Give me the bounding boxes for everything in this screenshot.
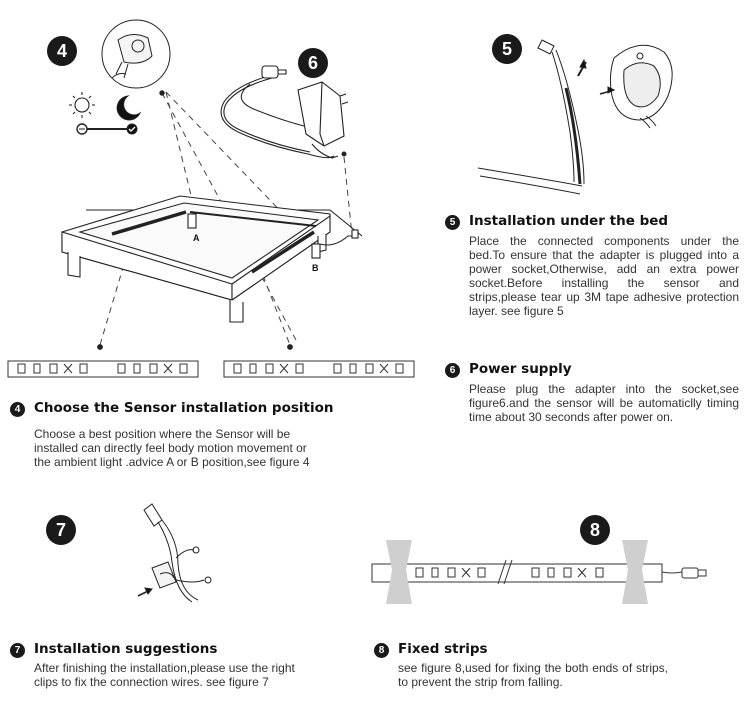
section-number-badge: 4 bbox=[10, 402, 25, 417]
position-label-a: A bbox=[193, 233, 200, 243]
section-number-badge: 6 bbox=[445, 363, 460, 378]
section-title: Installation suggestions bbox=[34, 641, 218, 657]
section-title: Installation under the bed bbox=[469, 213, 669, 229]
section-title: Choose the Sensor installation position bbox=[34, 400, 334, 416]
section-title: Fixed strips bbox=[398, 641, 488, 657]
figure-number-badge: 8 bbox=[580, 515, 610, 545]
position-label-b: B bbox=[312, 263, 319, 273]
figure-number-badge: 7 bbox=[46, 515, 76, 545]
section-text: Place the connected components under the bed.To ensure that the adapter is plugged into a power socket,Otherwise, add an extra power socket.Before installing the sensor and strips,please tear up 3M tape adhesive protection layer. see figure 5 bbox=[469, 234, 739, 318]
section-number-badge: 5 bbox=[445, 215, 460, 230]
section-number-badge: 7 bbox=[10, 643, 25, 658]
section-text: After finishing the installation,please use the right clips to fix the connection wires. see figure 7 bbox=[34, 661, 295, 689]
section-number-badge: 8 bbox=[374, 643, 389, 658]
figure-number-badge: 5 bbox=[492, 34, 522, 64]
section-text: Choose a best position where the Sensor will be installed can directly feel body motion movement or the ambient light .advice A or B position,see figure 4 bbox=[34, 427, 310, 469]
figure-number-badge: 4 bbox=[47, 36, 77, 66]
figure-number-badge: 6 bbox=[298, 48, 328, 78]
section-text: see figure 8,used for fixing the both ends of strips, to prevent the strip from falling. bbox=[398, 661, 668, 689]
section-text: Please plug the adapter into the socket,see figure6.and the sensor will be automaticlly timing time about 30 seconds after power on. bbox=[469, 382, 739, 424]
section-title: Power supply bbox=[469, 361, 572, 377]
